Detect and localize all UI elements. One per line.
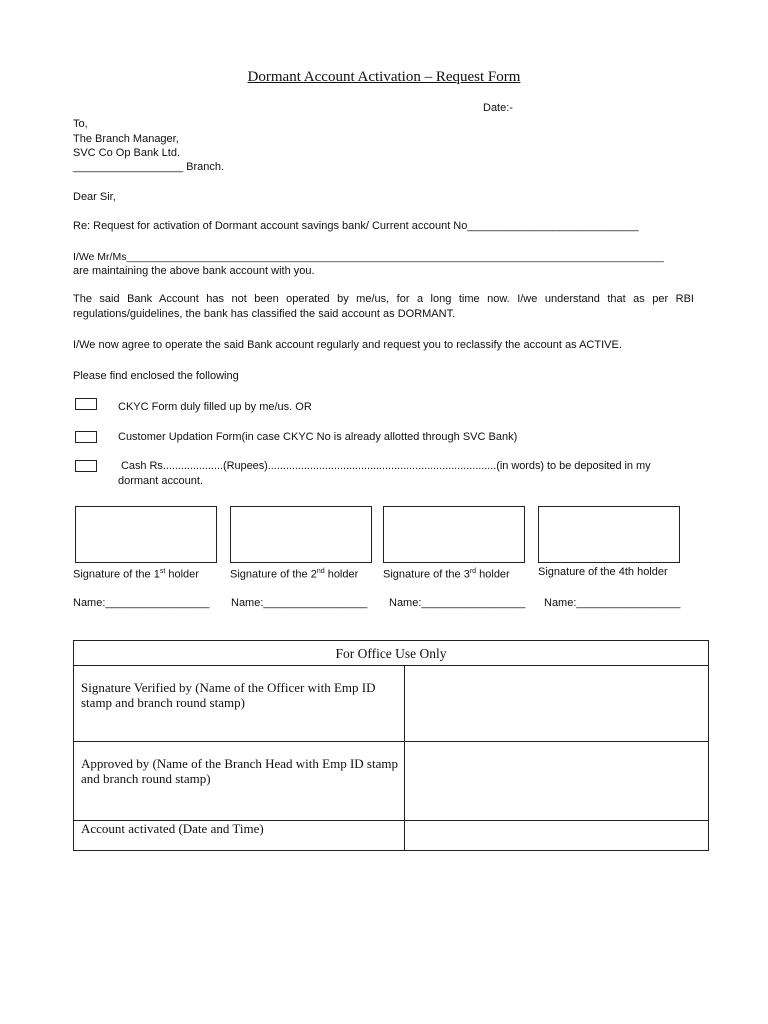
address-manager: The Branch Manager, [73, 133, 179, 145]
signature-label-4: Signature of the 4th holder [538, 566, 668, 578]
holder-name-2: Name:_________________ [231, 597, 368, 609]
dormant-paragraph: The said Bank Account has not been operated by me/us, for a long time now. I/we understand that as per RBI regulations/guidelines, the bank has classified the said account as DORMANT. [73, 293, 694, 320]
holder-name-1: Name:_________________ [73, 597, 210, 609]
approved-by-field[interactable] [405, 742, 709, 820]
cash-checkbox[interactable] [75, 460, 97, 472]
reclassify-paragraph: I/We now agree to operate the said Bank account regularly and request you to reclassify the account as ACTIVE. [73, 339, 622, 351]
address-bank: SVC Co Op Bank Ltd. [73, 147, 180, 159]
holder-name-4: Name:_________________ [544, 597, 681, 609]
table-row [74, 742, 709, 820]
signature-box-1[interactable] [75, 506, 217, 563]
table-row [74, 820, 709, 850]
address-branch: __________________ Branch. [73, 161, 225, 173]
cash-label: Cash Rs....................(Rupees)............................................................................(in words) to be deposited in my [121, 460, 651, 472]
table-row [74, 666, 709, 742]
iwe-line: I/We Mr/Ms____________________________________________________________________________________________ [73, 251, 664, 263]
re-line: Re: Request for activation of Dormant account savings bank/ Current account No____________________________ [73, 220, 639, 232]
signature-verified-label: Signature Verified by (Name of the Officer with Emp ID stamp and branch round stamp) [74, 666, 405, 742]
signature-label-1: Signature of the 1st holder [73, 568, 199, 581]
office-use-heading: For Office Use Only [74, 641, 709, 666]
holder-name-3: Name:_________________ [389, 597, 526, 609]
office-use-table [73, 640, 709, 851]
account-activated-label: Account activated (Date and Time) [74, 820, 405, 850]
customer-updation-label: Customer Updation Form(in case CKYC No is already allotted through SVC Bank) [118, 431, 518, 443]
address-to: To, [73, 118, 88, 130]
enclosed-label: Please find enclosed the following [73, 370, 239, 382]
cash-label-cont: dormant account. [118, 475, 203, 487]
maintaining-line: are maintaining the above bank account with you. [73, 265, 315, 277]
signature-label-2: Signature of the 2nd holder [230, 568, 359, 581]
date-label: Date:- [483, 102, 513, 114]
signature-label-3: Signature of the 3rd holder [383, 568, 510, 581]
signature-box-3[interactable] [383, 506, 525, 563]
ckyc-label: CKYC Form duly filled up by me/us. OR [118, 401, 312, 413]
customer-updation-checkbox[interactable] [75, 431, 97, 443]
signature-box-2[interactable] [230, 506, 372, 563]
signature-box-4[interactable] [538, 506, 680, 563]
salutation: Dear Sir, [73, 191, 116, 203]
account-activated-field[interactable] [405, 820, 709, 850]
form-title: Dormant Account Activation – Request Form [247, 69, 521, 85]
signature-verified-field[interactable] [405, 666, 709, 742]
ckyc-checkbox[interactable] [75, 398, 97, 410]
approved-by-label: Approved by (Name of the Branch Head with Emp ID stamp and branch round stamp) [74, 742, 405, 820]
